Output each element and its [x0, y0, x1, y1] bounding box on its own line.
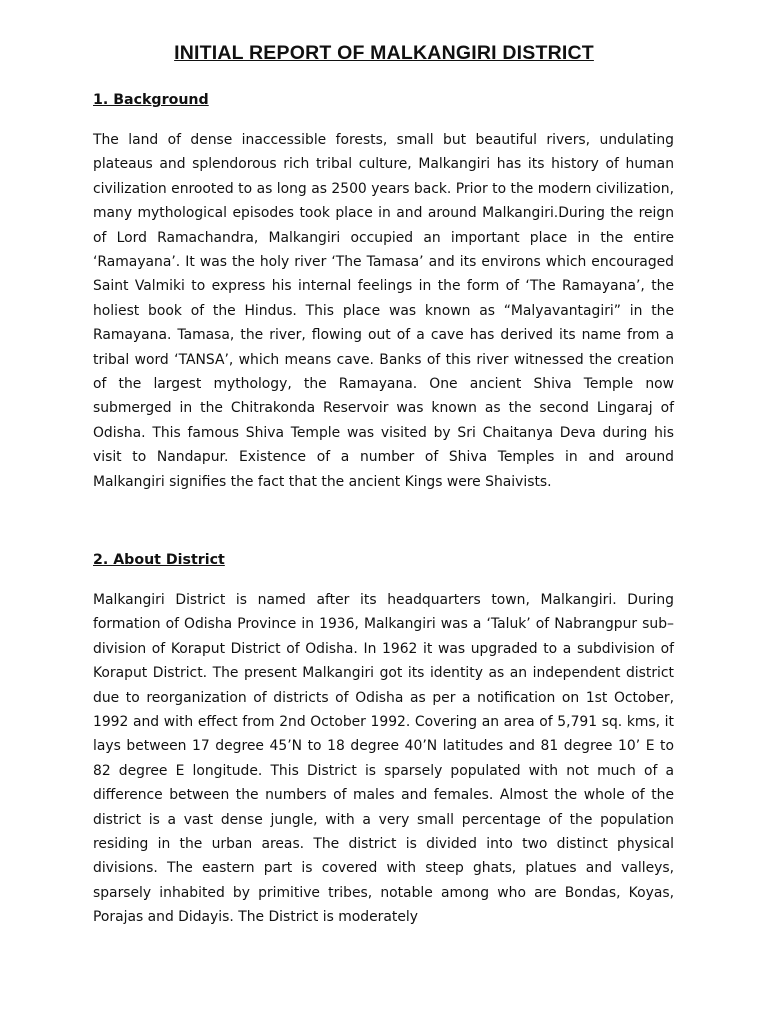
- section-paragraph-background: The land of dense inaccessible forests, small but beautiful rivers, undulating plateaus and splendorous rich tribal culture, Malkangiri has its history of human civilization enrooted to as long as 2500 years back. Prior to the modern civilization, many mythological episodes took place in and around Malkangiri.During the reign of Lord Ramachandra, Malkangiri occupied an important place in the entire ‘Ramayana’. It was the holy river ‘The Tamasa’ and its environs which encouraged Saint Valmiki to express his internal feelings in the form of ‘The Ramayana’, the holiest book of the Hindus. This place was known as “Malyavantagiri” in the Ramayana. Tamasa, the river, flowing out of a cave has derived its name from a tribal word ‘TANSA’, which means cave. Banks of this river witnessed the creation of the largest mythology, the Ramayana. One ancient Shiva Temple now submerged in the Chitrakonda Reservoir was known as the second Lingaraj of Odisha. This famous Shiva Temple was visited by Sri Chaitanya Deva during his visit to Nandapur. Existence of a number of Shiva Temples in and around Malkangiri signifies the fact that the ancient Kings were Shaivists.: [93, 132, 674, 490]
- section-paragraph-about-district: Malkangiri District is named after its headquarters town, Malkangiri. During formation of Odisha Province in 1936, Malkangiri was a ‘Taluk’ of Nabrangpur sub–division of Koraput District of Odisha. In 1962 it was upgraded to a subdivision of Koraput District. The present Malkangiri got its identity as an independent district due to reorganization of districts of Odisha as per a notification on 1st October, 1992 and with effect from 2nd October 1992. Covering an area of 5,791 sq. kms, it lays between 17 degree 45’N to 18 degree 40’N latitudes and 81 degree 10’ E to 82 degree E longitude. This District is sparsely populated with not much of a difference between the numbers of males and females. Almost the whole of the district is a vast dense jungle, with a very small percentage of the population residing in the urban areas. The district is divided into two distinct physical divisions. The eastern part is covered with steep ghats, platues and valleys, sparsely inhabited by primitive tribes, notable among who are Bondas, Koyas, Porajas and Didayis. The District is moderately: [93, 592, 674, 926]
- document-title: INITIAL REPORT OF MALKANGIRI DISTRICT: [174, 42, 594, 64]
- section-heading-about-district: 2. About District: [93, 552, 225, 568]
- section-heading-background: 1. Background: [93, 92, 209, 108]
